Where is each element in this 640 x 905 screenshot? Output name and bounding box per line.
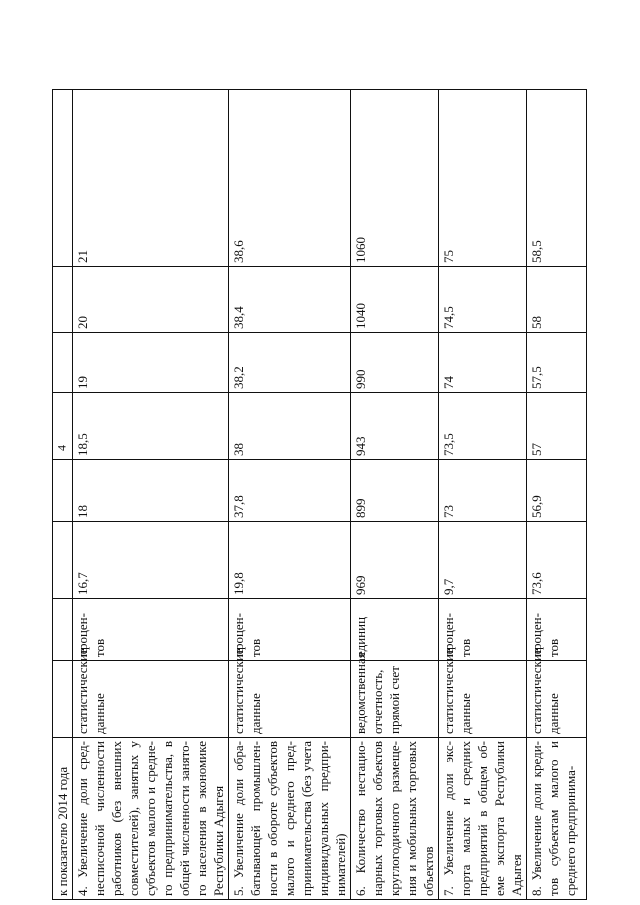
context-blank-cell: [53, 393, 73, 460]
unit-cell: единиц: [351, 599, 439, 661]
context-blank-cell: [53, 90, 73, 267]
source-cell: статистические данные: [439, 661, 527, 738]
value-cell: 75: [439, 90, 527, 267]
rotated-table-area: [52, 90, 578, 900]
unit-cell: процен-тов: [439, 599, 527, 661]
page-number: 4: [54, 445, 69, 451]
value-cell: 73,6: [527, 522, 587, 599]
table-row: [527, 90, 587, 900]
value-cell: 899: [351, 460, 439, 522]
value-cell: 74,5: [439, 267, 527, 333]
source-cell: статистические данные: [229, 661, 351, 738]
unit-cell: процен-тов: [229, 599, 351, 661]
value-cell: 37,8: [229, 460, 351, 522]
value-cell: 9,7: [439, 522, 527, 599]
value-cell: 38,6: [229, 90, 351, 267]
source-cell: ведомственная отчетность, прямой счет: [351, 661, 439, 738]
table-row: [351, 90, 439, 900]
value-cell: 58: [527, 267, 587, 333]
indicators-table: [52, 89, 587, 900]
context-blank-cell: [53, 333, 73, 393]
context-blank-cell: [53, 661, 73, 738]
value-cell: 18: [73, 460, 229, 522]
value-cell: 16,7: [73, 522, 229, 599]
value-cell: 38,4: [229, 267, 351, 333]
value-cell: 73: [439, 460, 527, 522]
value-cell: 38: [229, 393, 351, 460]
value-cell: 56,9: [527, 460, 587, 522]
value-cell: 19,8: [229, 522, 351, 599]
unit-cell: процен-тов: [73, 599, 229, 661]
table-row: [229, 90, 351, 900]
rotated-table-wrapper: [52, 90, 578, 900]
value-cell: 1040: [351, 267, 439, 333]
indicator-cell: 4. Увеличение доли сред-несписочной численности работников (без внешних совместителей), занятых у субъектов малого и средне-го предпринимательства, в общей численности занято-го населения в экономике Республики Адыгея: [73, 738, 229, 900]
value-cell: 1060: [351, 90, 439, 267]
context-cell: к показателю 2014 года: [53, 738, 73, 900]
source-cell: статистические данные: [527, 661, 587, 738]
value-cell: 990: [351, 333, 439, 393]
value-cell: 943: [351, 393, 439, 460]
indicator-cell: 5. Увеличение доли обра-батывающей промышлен-ности в обороте субъектов малого и среднего пред-принимательства (без учета индивидуальных предпри-нимателей): [229, 738, 351, 900]
indicator-cell: 8. Увеличение доли креди-тов субъектам малого и среднего предпринима-: [527, 738, 587, 900]
value-cell: 18,5: [73, 393, 229, 460]
value-cell: 57: [527, 393, 587, 460]
table-row: [73, 90, 229, 900]
indicator-cell: 6. Количество нестацио-нарных торговых объектов круглогодичного размеще-ния и мобильных торговых объектов: [351, 738, 439, 900]
table-row: [439, 90, 527, 900]
context-blank-cell: [53, 522, 73, 599]
value-cell: 73,5: [439, 393, 527, 460]
context-row: [53, 90, 73, 900]
value-cell: 58,5: [527, 90, 587, 267]
value-cell: 21: [73, 90, 229, 267]
context-blank-cell: [53, 267, 73, 333]
context-blank-cell: [53, 599, 73, 661]
value-cell: 38,2: [229, 333, 351, 393]
unit-cell: процен-тов: [527, 599, 587, 661]
source-cell: статистические данные: [73, 661, 229, 738]
value-cell: 969: [351, 522, 439, 599]
indicator-cell: 7. Увеличение доли экс-порта малых и средних предприятий в общем об-еме экспорта Республики Адыгея: [439, 738, 527, 900]
context-blank-cell: [53, 460, 73, 522]
value-cell: 57,5: [527, 333, 587, 393]
value-cell: 19: [73, 333, 229, 393]
value-cell: 74: [439, 333, 527, 393]
value-cell: 20: [73, 267, 229, 333]
